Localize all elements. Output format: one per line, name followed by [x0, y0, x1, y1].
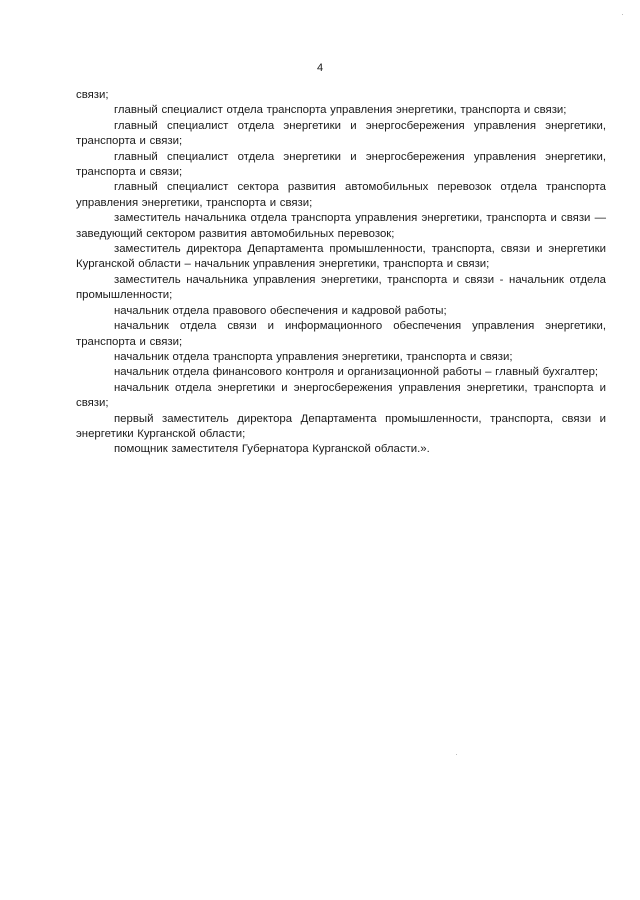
page-number: 4	[316, 62, 324, 74]
scan-speck	[622, 14, 623, 15]
list-item: начальник отдела связи и информационного обеспечения управления энергетики, транспорта и связи;	[76, 320, 606, 348]
list-item-continuation: связи;	[76, 89, 109, 101]
list-item: начальник отдела финансового контроля и организационной работы – главный бухгалтер;	[114, 366, 599, 379]
list-item: главный специалист отдела энергетики и энергосбережения управления энергетики, транспорта и связи;	[76, 150, 606, 179]
list-item: заместитель директора Департамента промышленности, транспорта, связи и энергетики Курганской области – начальник управления энергетики, транспорта и связи;	[76, 243, 606, 271]
list-item: начальник отдела правового обеспечения и кадровой работы;	[114, 304, 447, 317]
list-item: начальник отдела транспорта управления энергетики, транспорта и связи;	[114, 350, 513, 363]
list-item: начальник отдела энергетики и энергосбережения управления энергетики, транспорта и связи;	[76, 381, 606, 410]
document-body	[76, 88, 606, 458]
list-item: заместитель начальника управления энергетики, транспорта и связи - начальник отдела промышленности;	[76, 273, 606, 302]
list-item: главный специалист сектора развития автомобильных перевозок отдела транспорта управления энергетики, транспорта и связи;	[76, 181, 606, 209]
list-item: помощник заместителя Губернатора Курганской области.».	[114, 443, 430, 456]
list-item: главный специалист отдела энергетики и энергосбережения управления энергетики, транспорта и связи;	[76, 119, 606, 148]
list-item: первый заместитель директора Департамента промышленности, транспорта, связи и энергетики Курганской области;	[76, 412, 606, 440]
scan-speck	[456, 754, 457, 755]
list-item: главный специалист отдела транспорта управления энергетики, транспорта и связи;	[114, 104, 567, 117]
list-item: заместитель начальника отдела транспорта управления энергетики, транспорта и связи — заведующий сектором развития автомобильных перевозок;	[76, 212, 606, 240]
